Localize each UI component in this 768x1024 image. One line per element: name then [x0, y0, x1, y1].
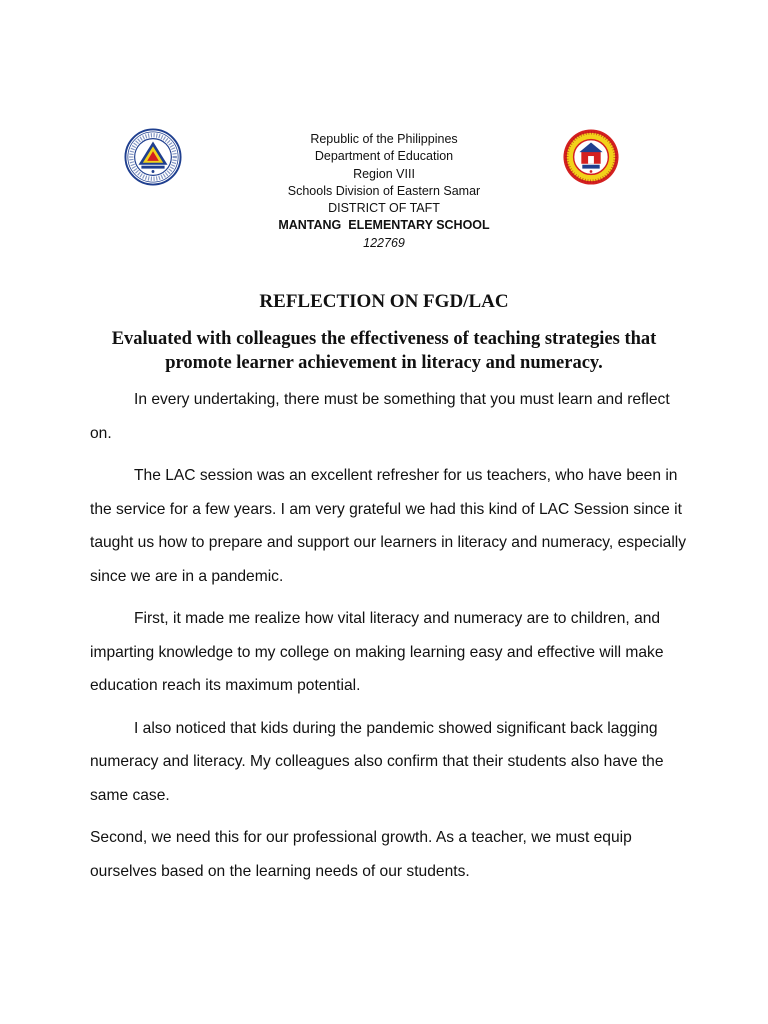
paragraph: The LAC session was an excellent refresher for us teachers, who have been in the service for a few years. I am very grateful we had this kind of LAC Session since it taught us how to prepare and support our learners in literacy and numeracy, especially since we are in a pandemic. [90, 467, 687, 585]
letterhead-region: Region VIII [353, 166, 415, 181]
document-subtitle: Evaluated with colleagues the effectiveness of teaching strategies that promote learner achievement in literacy and numeracy. [111, 329, 657, 373]
reflection-body [90, 383, 690, 897]
letterhead-department: Department of Education [314, 149, 454, 164]
letterhead-school-id: 122769 [363, 235, 405, 250]
document-title: REFLECTION ON FGD/LAC [259, 291, 509, 312]
paragraph: I also noticed that kids during the pandemic showed significant back lagging numeracy and literacy. My colleagues also confirm that their students also have the same case. [90, 719, 664, 804]
paragraph: First, it made me realize how vital literacy and numeracy are to children, and imparting knowledge to my college on making learning easy and effective will make education reach its maximum potential. [90, 610, 664, 694]
paragraph: In every undertaking, there must be something that you must learn and reflect on. [90, 391, 670, 442]
letterhead-division: Schools Division of Eastern Samar [287, 183, 481, 198]
letterhead-district: DISTRICT OF TAFT [328, 201, 440, 216]
letterhead-republic: Republic of the Philippines [310, 132, 458, 146]
letterhead [234, 131, 534, 252]
school-seal-icon [562, 128, 620, 186]
letterhead-school-name: MANTANG ELEMENTARY SCHOOL [278, 218, 490, 233]
division-seal-icon [124, 128, 182, 186]
paragraph: Second, we need this for our professional growth. As a teacher, we must equip ourselves based on the learning needs of our students. [90, 829, 632, 880]
